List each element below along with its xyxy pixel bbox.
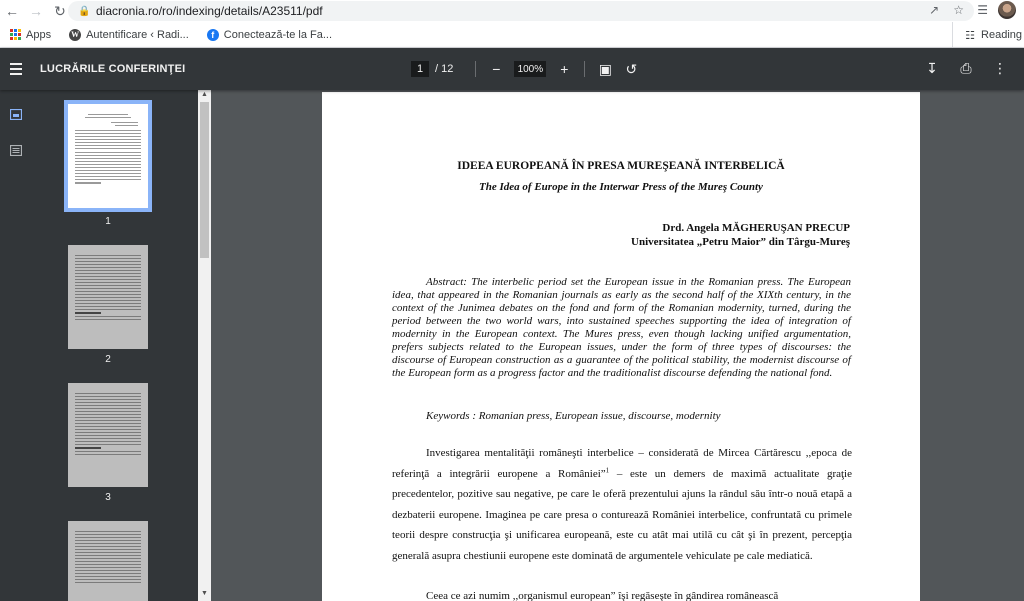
zoom-out-icon[interactable]: − — [492, 61, 501, 77]
media-control-icon[interactable]: ☰ — [977, 3, 988, 17]
reading-list-button[interactable] — [952, 22, 1022, 48]
reading-list-icon: ☷ — [965, 29, 976, 42]
author-name: Drd. Angela MĂGHERUŞAN PRECUP — [662, 222, 850, 234]
rotate-icon[interactable]: ↺ — [625, 60, 638, 77]
scroll-up-icon[interactable]: ▲ — [201, 91, 208, 98]
page-number-input[interactable]: 1 — [411, 61, 429, 77]
article-title: IDEEA EUROPEANĂ ÎN PRESA MUREŞEANĂ INTERBELICĂ — [457, 160, 785, 172]
zoom-input[interactable]: 100% — [514, 61, 546, 77]
toolbar-divider — [584, 61, 585, 77]
article-subtitle: The Idea of Europe in the Interwar Press of the Mureş County — [479, 181, 763, 193]
back-arrow-icon[interactable]: ← — [5, 3, 19, 19]
body-paragraph — [392, 443, 852, 567]
bookmark-facebook[interactable] — [207, 29, 332, 41]
page-total: / 12 — [435, 63, 454, 75]
pdf-page — [322, 92, 920, 601]
lock-icon[interactable]: 🔒 — [78, 5, 91, 17]
address-bar[interactable] — [68, 1, 974, 21]
print-icon[interactable]: ⎙ — [960, 60, 972, 76]
bookmark-apps[interactable] — [10, 29, 51, 41]
menu-icon[interactable] — [10, 63, 22, 75]
keywords-text: Keywords : Romanian press, European issue, discourse, modernity — [426, 410, 721, 422]
body-paragraph: Ceea ce azi numim ,,organismul european” îşi regăseşte în gândirea românească — [426, 590, 779, 601]
bookmark-label: Conectează-te la Fa... — [223, 28, 333, 41]
page-thumbnail[interactable] — [68, 383, 148, 487]
browser-toolbar — [0, 0, 1024, 22]
reload-icon[interactable]: ↻ — [54, 2, 66, 19]
body-text-part: – este un demers de maximă actualitate graţie precedentelor, pozitive sau negative, pe care le oferă prezentului ajuns la rândul său într-o nouă etapă a dezbaterii europene. Imaginea pe care presa o conturează României interbelice, confruntată cu primele teorii despre construcţia şi unificarea europeană, este cu atât mai utilă cu cât şi în prezent, percepţia generală asupra chestiunii europene este dominată de argumentele vehiculate pe cale mediatică. — [392, 467, 852, 562]
profile-avatar[interactable] — [998, 1, 1016, 19]
thumbnail-panel — [32, 90, 198, 601]
toolbar-divider — [475, 61, 476, 77]
document-title: LUCRĂRILE CONFERINŢEI — [40, 63, 186, 75]
zoom-in-icon[interactable]: + — [560, 61, 569, 77]
bookmark-wordpress[interactable] — [69, 29, 189, 41]
page-thumbnail[interactable] — [68, 245, 148, 349]
reading-list-label: Reading — [981, 29, 1022, 41]
url-text[interactable]: diacronia.ro/ro/indexing/details/A23511/pdf — [96, 4, 323, 18]
footnote-marker[interactable]: 1 — [605, 465, 610, 474]
thumbnail-page-number: 2 — [105, 354, 111, 365]
abstract-text: Abstract: The interbelic period set the European issue in the Romanian press. The European idea, that appeared in the Romanian journals as early as the second half of the XIXth century, in the context of the Junimea debates on the fond and form of the Romanian modernity, turned, during the period between the two world wars, into sustained speeches supporting the idea of integration of modernity in the European context. The Mures press, even though lacking unified argumentation, prefers subjects related to the European issues, under the form of three types of discourses: the discourse of European construction as a guarantee of the political stability, the modernist discourse of the European form as a progress factor and the traditionalist discourse defending the national fond. — [392, 276, 851, 379]
pdf-toolbar — [0, 48, 1024, 90]
forward-arrow-icon[interactable]: → — [29, 3, 43, 19]
bookmarks-bar — [0, 22, 1024, 48]
body-text-part: Investigarea mentalităţii româneşti interbelice – considerată de Mircea Cărtărescu ,,epoca de referinţă a integrării europene a României” — [392, 447, 852, 480]
author-affiliation: Universitatea „Petru Maior” din Târgu-Mureş — [631, 236, 850, 248]
thumbnail-page-number: 3 — [105, 492, 111, 503]
page-thumbnail[interactable] — [68, 521, 148, 601]
bookmark-star-icon[interactable]: ☆ — [953, 3, 964, 17]
outline-tab-icon[interactable] — [0, 138, 32, 162]
author-block — [631, 221, 850, 249]
wordpress-icon: W — [71, 30, 80, 39]
fit-page-icon[interactable]: ▣ — [598, 60, 612, 77]
more-options-icon[interactable]: ⋮ — [993, 60, 1007, 76]
document-viewport[interactable] — [211, 90, 1024, 601]
thumbnail-page-number: 1 — [105, 216, 111, 227]
page-thumbnail[interactable] — [68, 104, 148, 208]
facebook-icon: f — [207, 29, 219, 41]
scrollbar-thumb[interactable] — [200, 102, 209, 258]
bookmark-label: Apps — [26, 28, 52, 41]
share-icon[interactable]: ↗ — [929, 3, 940, 17]
page-zoom-controls — [411, 58, 641, 80]
download-icon[interactable]: ↧ — [926, 60, 938, 76]
scroll-down-icon[interactable]: ▼ — [201, 590, 208, 597]
thumbnail-scrollbar[interactable] — [198, 90, 211, 601]
bookmark-label: Autentificare ‹ Radi... — [86, 28, 189, 41]
apps-grid-icon — [10, 29, 21, 40]
thumbnails-tab-icon[interactable] — [0, 102, 32, 126]
sidebar-tabs — [0, 90, 32, 601]
